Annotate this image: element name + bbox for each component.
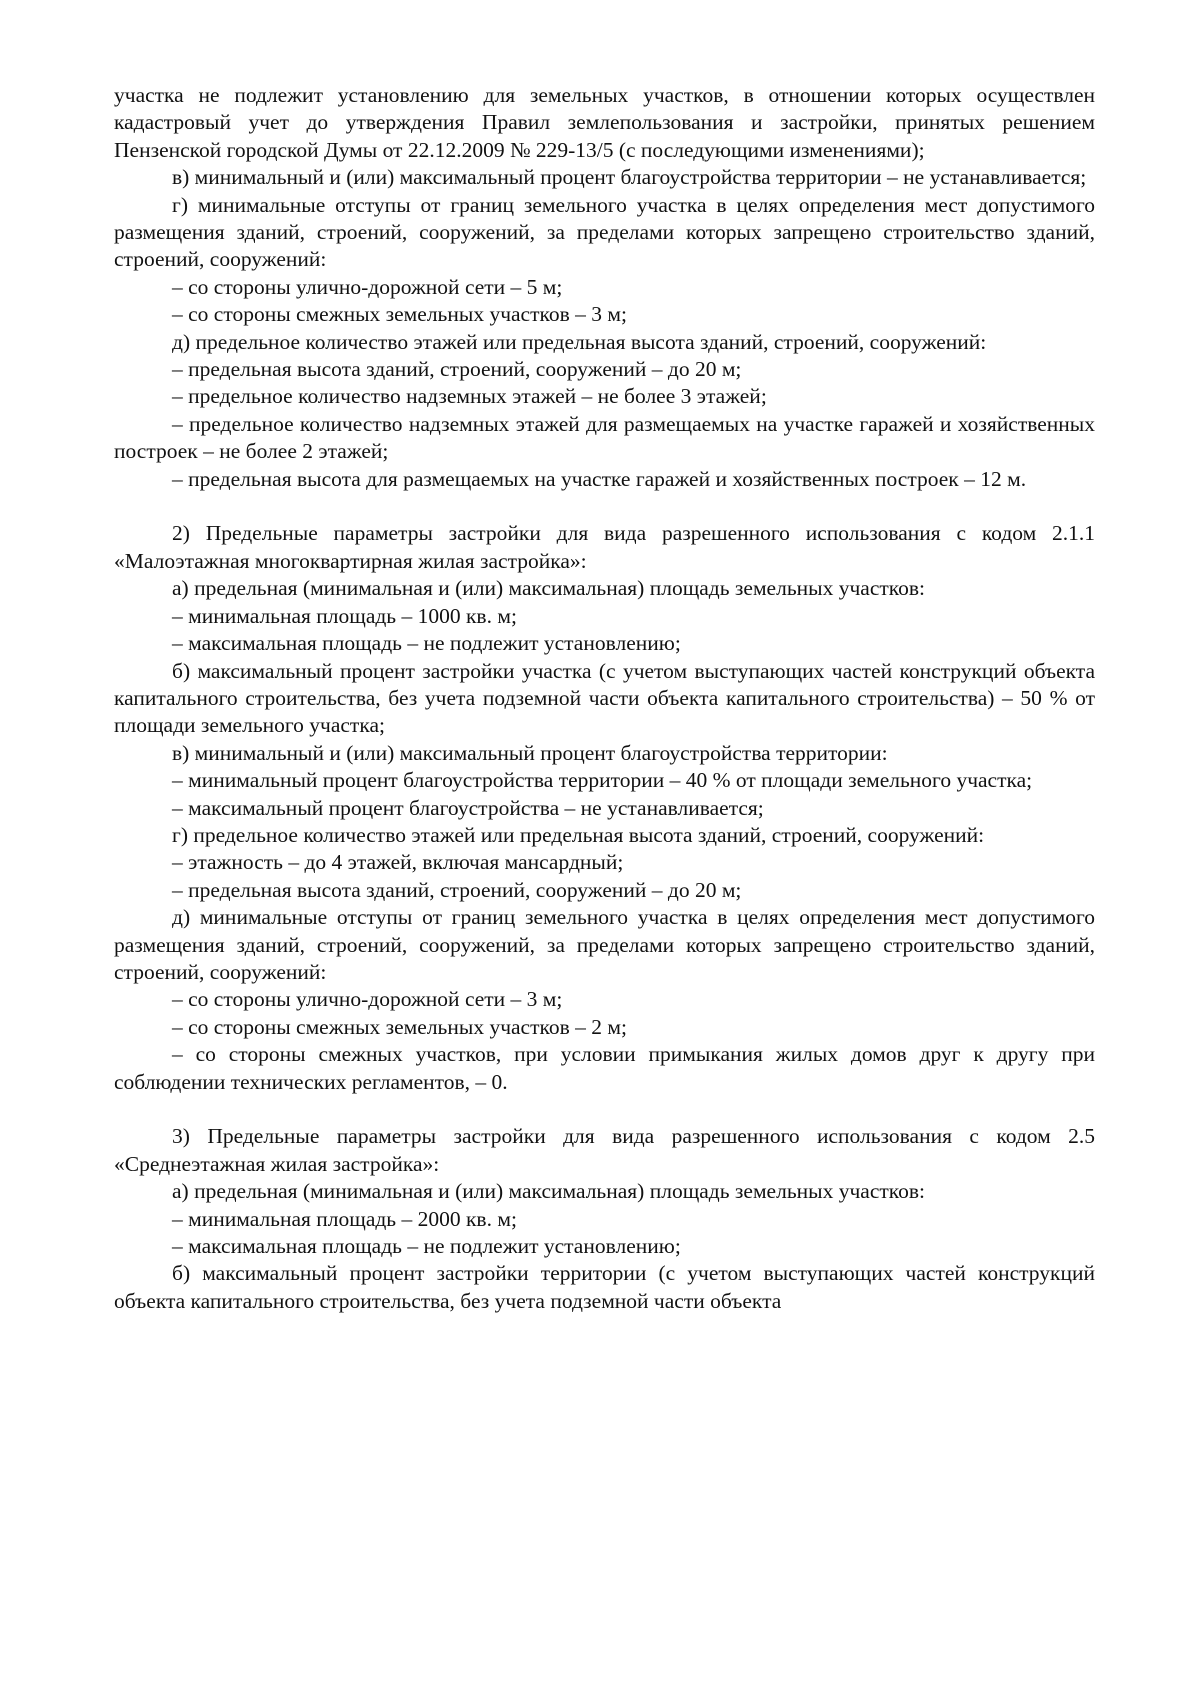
paragraph: б) максимальный процент застройки участка (с учетом выступающих частей конструкций объекта капитального строительства, без учета подземной части объекта капитального строительства) – 50 % от площади земельного участка; [114, 658, 1095, 738]
list-item: – максимальная площадь – не подлежит установлению; [172, 631, 681, 656]
paragraph: б) максимальный процент застройки территории (с учетом выступающих частей конструкций объекта капитального строительства, без учета подземной части объекта [114, 1261, 1095, 1313]
list-item: – предельное количество надземных этажей для размещаемых на участке гаражей и хозяйственных построек – не более 2 этажей; [114, 411, 1095, 464]
list-item: – со стороны улично-дорожной сети – 3 м; [172, 987, 563, 1012]
paragraph: д) минимальные отступы от границ земельного участка в целях определения мест допустимого размещения зданий, строений, сооружений, за пределами которых запрещено строительство зданий, строений, сооружений: [114, 905, 1095, 984]
list-item: – минимальная площадь – 1000 кв. м; [172, 603, 517, 628]
list-item: – со стороны смежных земельных участков – 3 м; [172, 302, 627, 327]
list-item: – максимальная площадь – не подлежит установлению; [172, 1234, 681, 1259]
list-item: – максимальный процент благоустройства – не устанавливается; [172, 795, 764, 820]
list-item: – минимальный процент благоустройства территории – 40 % от площади земельного участка; [172, 768, 1033, 793]
list-item: – минимальная площадь – 2000 кв. м; [172, 1206, 517, 1231]
list-item: – предельная высота для размещаемых на участке гаражей и хозяйственных построек – 12 м. [172, 466, 1027, 491]
section-gap [114, 1096, 1095, 1123]
paragraph: в) минимальный и (или) максимальный процент благоустройства территории: [172, 740, 888, 765]
list-item: – со стороны улично-дорожной сети – 5 м; [172, 274, 563, 299]
paragraph: участка не подлежит установлению для земельных участков, в отношении которых осуществлен кадастровый учет до утверждения Правил землепользования и застройки, принятых решением Пензенской городской Думы от 22.12.2009 № 229-13/5 (с последующими изменениями); [114, 83, 1095, 162]
paragraph: в) минимальный и (или) максимальный процент благоустройства территории – не устанавливается; [172, 165, 1087, 190]
paragraph: д) предельное количество этажей или предельная высота зданий, строений, сооружений: [172, 329, 987, 354]
list-item: – со стороны смежных земельных участков – 2 м; [172, 1014, 627, 1039]
paragraph: г) предельное количество этажей или предельная высота зданий, строений, сооружений: [172, 822, 985, 847]
list-item: – этажность – до 4 этажей, включая мансардный; [172, 850, 624, 875]
section-heading: 3) Предельные параметры застройки для вида разрешенного использования с кодом 2.5 «Среднеэтажная жилая застройка»: [114, 1124, 1095, 1176]
paragraph: а) предельная (минимальная и (или) максимальная) площадь земельных участков: [172, 576, 925, 601]
list-item: – со стороны смежных участков, при условии примыкания жилых домов друг к другу при соблюдении технических регламентов, – 0. [114, 1042, 1095, 1094]
list-item: – предельная высота зданий, строений, сооружений – до 20 м; [172, 357, 742, 382]
section-gap [114, 493, 1095, 520]
section-heading: 2) Предельные параметры застройки для вида разрешенного использования с кодом 2.1.1 «Малоэтажная многоквартирная жилая застройка»: [114, 521, 1095, 573]
list-item: – предельное количество надземных этажей – не более 3 этажей; [172, 384, 767, 409]
list-item: – предельная высота зданий, строений, сооружений – до 20 м; [172, 877, 742, 902]
paragraph: г) минимальные отступы от границ земельного участка в целях определения мест допустимого размещения зданий, строений, сооружений, за пределами которых запрещено строительство зданий, строений, сооружений: [114, 192, 1095, 272]
paragraph: а) предельная (минимальная и (или) максимальная) площадь земельных участков: [172, 1179, 925, 1204]
